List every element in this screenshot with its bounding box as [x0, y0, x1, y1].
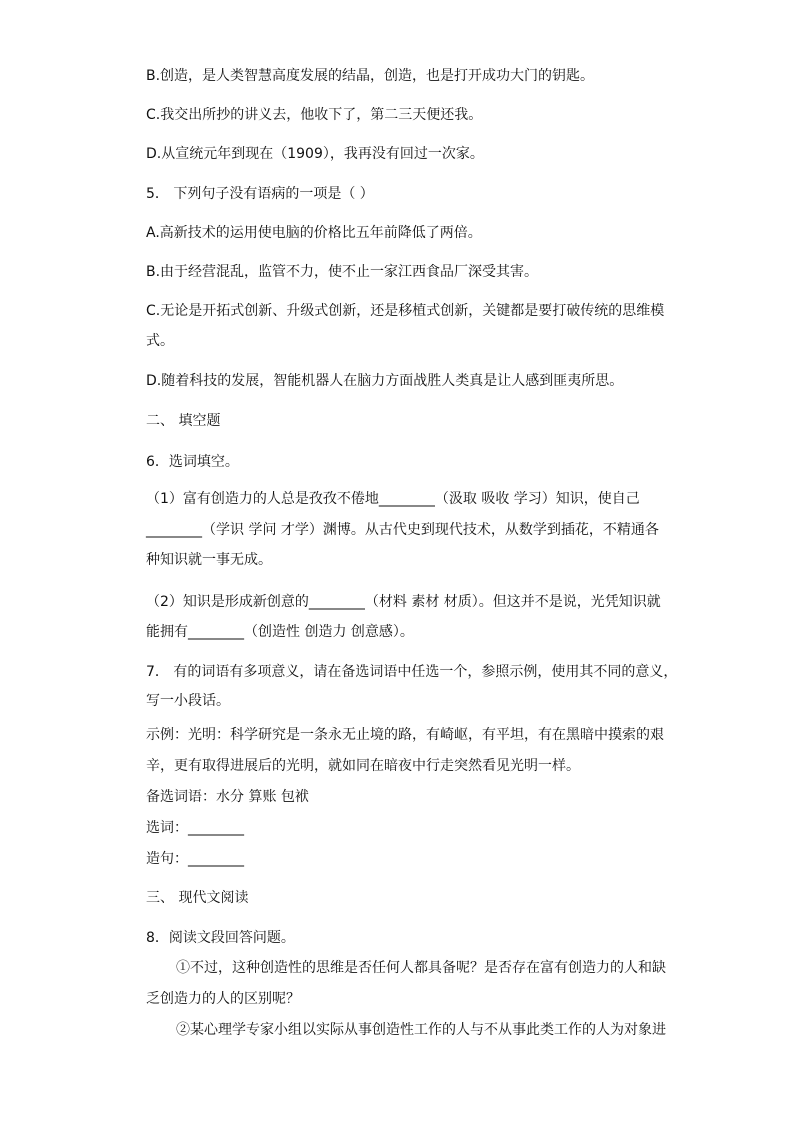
q7-candidate-words: 备选词语：水分 算账 包袱 — [146, 789, 309, 805]
section-3-heading: 三、 现代文阅读 — [146, 890, 249, 906]
q5-option-c-line2: 式。 — [146, 333, 174, 349]
q6-stem: 6．选词填空。 — [146, 454, 239, 470]
q6-item1-line2: ________（学识 学问 才学）渊博。从古代史到现代技术，从数学到插花，不精通各 — [146, 522, 659, 538]
q5-option-b: B.由于经营混乱，监管不力，使不止一家江西食品厂深受其害。 — [146, 264, 539, 280]
q7-chosen-word: 选词：________ — [146, 820, 244, 836]
q8-paragraph2-line1: ②某心理学专家小组以实际从事创造性工作的人与不从事此类工作的人为对象进 — [176, 1022, 666, 1038]
q7-example-line2: 辛，更有取得进展后的光明，就如同在暗夜中行走突然看见光明一样。 — [146, 758, 580, 774]
q7-sentence: 造句：________ — [146, 851, 244, 867]
q8-paragraph1-line1: ①不过，这种创造性的思维是否任何人都具备呢？是否存在富有创造力的人和缺 — [176, 960, 666, 976]
q7-example-line1: 示例：光明：科学研究是一条永无止境的路，有崎岖，有平坦，有在黑暗中摸索的艰 — [146, 727, 664, 743]
q5-option-a: A.高新技术的运用使电脑的价格比五年前降低了两倍。 — [146, 225, 482, 241]
q6-item1-line1: （1）富有创造力的人总是孜孜不倦地________（汲取 吸收 学习）知识，使自己 — [146, 491, 640, 507]
q6-item2-line1: （2）知识是形成新创意的________（材料 素材 材质）。但这并不是说，光凭知识就 — [146, 594, 661, 610]
q5-option-d: D.随着科技的发展，智能机器人在脑力方面战胜人类真是让人感到匪夷所思。 — [146, 373, 624, 389]
q4-option-d: D.从宣统元年到现在（1909），我再没有回过一次家。 — [146, 146, 484, 162]
q5-option-c-line1: C.无论是开拓式创新、升级式创新，还是移植式创新，关键都是要打破传统的思维模 — [146, 303, 665, 319]
q4-option-b: B.创造，是人类智慧高度发展的结晶，创造，也是打开成功大门的钥匙。 — [146, 68, 595, 84]
section-2-heading: 二、 填空题 — [146, 413, 221, 429]
q6-item2-line2: 能拥有________（创造性 创造力 创意感）。 — [146, 624, 414, 640]
q6-item1-line3: 种知识就一事无成。 — [146, 552, 272, 568]
q7-stem-line2: 写一小段话。 — [146, 693, 230, 709]
q7-stem-line1: 7． 有的词语有多项意义，请在备选词语中任选一个，参照示例，使用其不同的意义， — [146, 664, 678, 680]
q8-stem: 8．阅读文段回答问题。 — [146, 930, 295, 946]
q8-paragraph1-line2: 乏创造力的人的区别呢？ — [146, 991, 300, 1007]
q4-option-c: C.我交出所抄的讲义去，他收下了，第二三天便还我。 — [146, 107, 483, 123]
q5-stem: 5． 下列句子没有语病的一项是（ ） — [146, 186, 374, 202]
